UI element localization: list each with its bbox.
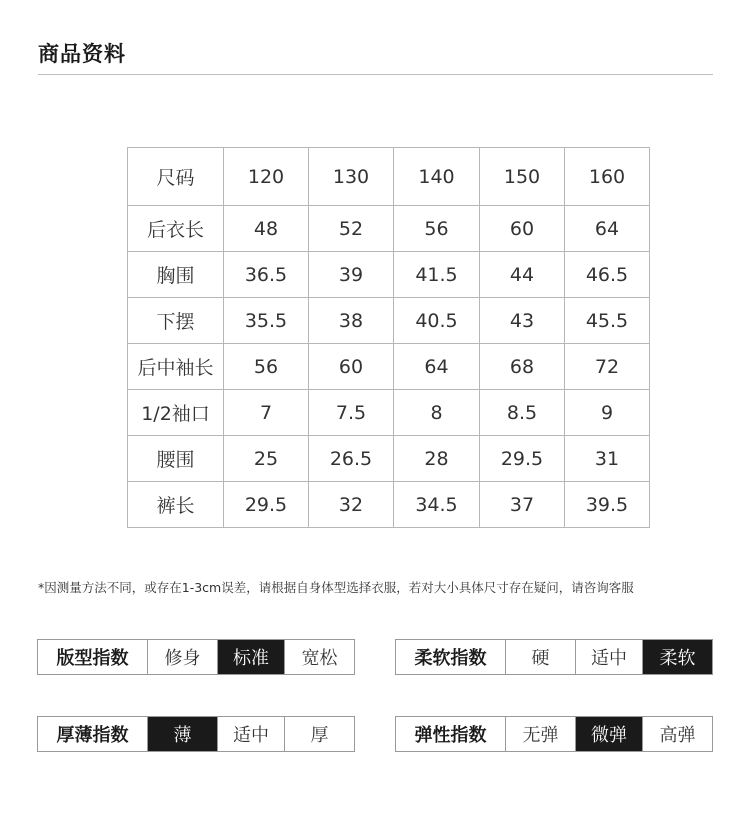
table-cell: 37 (480, 482, 565, 528)
table-cell: 35.5 (224, 298, 309, 344)
elasticity-index (395, 716, 713, 752)
table-cell: 9 (565, 390, 650, 436)
fit-option-slim: 修身 (148, 640, 218, 674)
table-cell: 8.5 (480, 390, 565, 436)
softness-index-label: 柔软指数 (396, 640, 506, 674)
elasticity-option-high: 高弹 (659, 725, 696, 746)
thickness-option-thin: 薄 (148, 717, 218, 751)
table-row (128, 206, 650, 252)
size-160: 160 (565, 148, 650, 206)
table-cell: 40.5 (394, 298, 480, 344)
table-cell: 7 (224, 390, 309, 436)
row-label: 下摆 (128, 298, 224, 344)
table-cell: 60 (480, 206, 565, 252)
thickness-option-thick: 厚 (310, 725, 329, 746)
table-cell: 72 (565, 344, 650, 390)
size-header-row (128, 148, 650, 206)
table-cell: 41.5 (394, 252, 480, 298)
fit-option-loose: 宽松 (301, 648, 338, 669)
table-cell: 60 (309, 344, 394, 390)
table-row (128, 436, 650, 482)
table-cell: 43 (480, 298, 565, 344)
size-140: 140 (394, 148, 480, 206)
table-cell: 34.5 (394, 482, 480, 528)
title-divider (38, 74, 713, 75)
page-title: 商品资料 (38, 42, 126, 66)
measurement-note: *因测量方法不同，或存在1-3cm误差，请根据自身体型选择衣服，若对大小具体尺寸存在疑问，请咨询客服 (38, 580, 634, 595)
table-cell: 52 (309, 206, 394, 252)
table-row (128, 298, 650, 344)
elasticity-option-slight: 微弹 (576, 717, 643, 751)
fit-option-standard: 标准 (218, 640, 285, 674)
size-header-label: 尺码 (128, 148, 224, 206)
table-cell: 25 (224, 436, 309, 482)
table-cell: 46.5 (565, 252, 650, 298)
elasticity-option-none: 无弹 (506, 717, 576, 751)
softness-option-medium: 适中 (576, 640, 643, 674)
table-cell: 28 (394, 436, 480, 482)
row-label: 后衣长 (128, 206, 224, 252)
table-cell: 44 (480, 252, 565, 298)
row-label: 腰围 (128, 436, 224, 482)
table-cell: 45.5 (565, 298, 650, 344)
size-120: 120 (224, 148, 309, 206)
softness-index (395, 639, 713, 675)
row-label: 1/2袖口 (128, 390, 224, 436)
table-row (128, 482, 650, 528)
row-label: 后中袖长 (128, 344, 224, 390)
size-130: 130 (309, 148, 394, 206)
table-cell: 38 (309, 298, 394, 344)
softness-option-hard: 硬 (506, 640, 576, 674)
table-row (128, 252, 650, 298)
table-cell: 36.5 (224, 252, 309, 298)
thickness-index (37, 716, 355, 752)
table-cell: 56 (224, 344, 309, 390)
table-cell: 64 (394, 344, 480, 390)
table-cell: 39.5 (565, 482, 650, 528)
fit-index (37, 639, 355, 675)
row-label: 胸围 (128, 252, 224, 298)
table-cell: 32 (309, 482, 394, 528)
table-cell: 29.5 (224, 482, 309, 528)
table-cell: 7.5 (309, 390, 394, 436)
table-cell: 64 (565, 206, 650, 252)
table-cell: 56 (394, 206, 480, 252)
table-cell: 39 (309, 252, 394, 298)
thickness-index-label: 厚薄指数 (38, 717, 148, 751)
table-cell: 29.5 (480, 436, 565, 482)
thickness-option-medium: 适中 (218, 717, 285, 751)
table-row (128, 344, 650, 390)
row-label: 裤长 (128, 482, 224, 528)
table-cell: 31 (565, 436, 650, 482)
table-row (128, 390, 650, 436)
softness-option-soft: 柔软 (643, 640, 712, 674)
fit-index-label: 版型指数 (38, 640, 148, 674)
size-150: 150 (480, 148, 565, 206)
elasticity-index-label: 弹性指数 (396, 717, 506, 751)
table-cell: 48 (224, 206, 309, 252)
table-cell: 26.5 (309, 436, 394, 482)
table-cell: 68 (480, 344, 565, 390)
table-cell: 8 (394, 390, 480, 436)
size-chart-table (127, 147, 650, 528)
